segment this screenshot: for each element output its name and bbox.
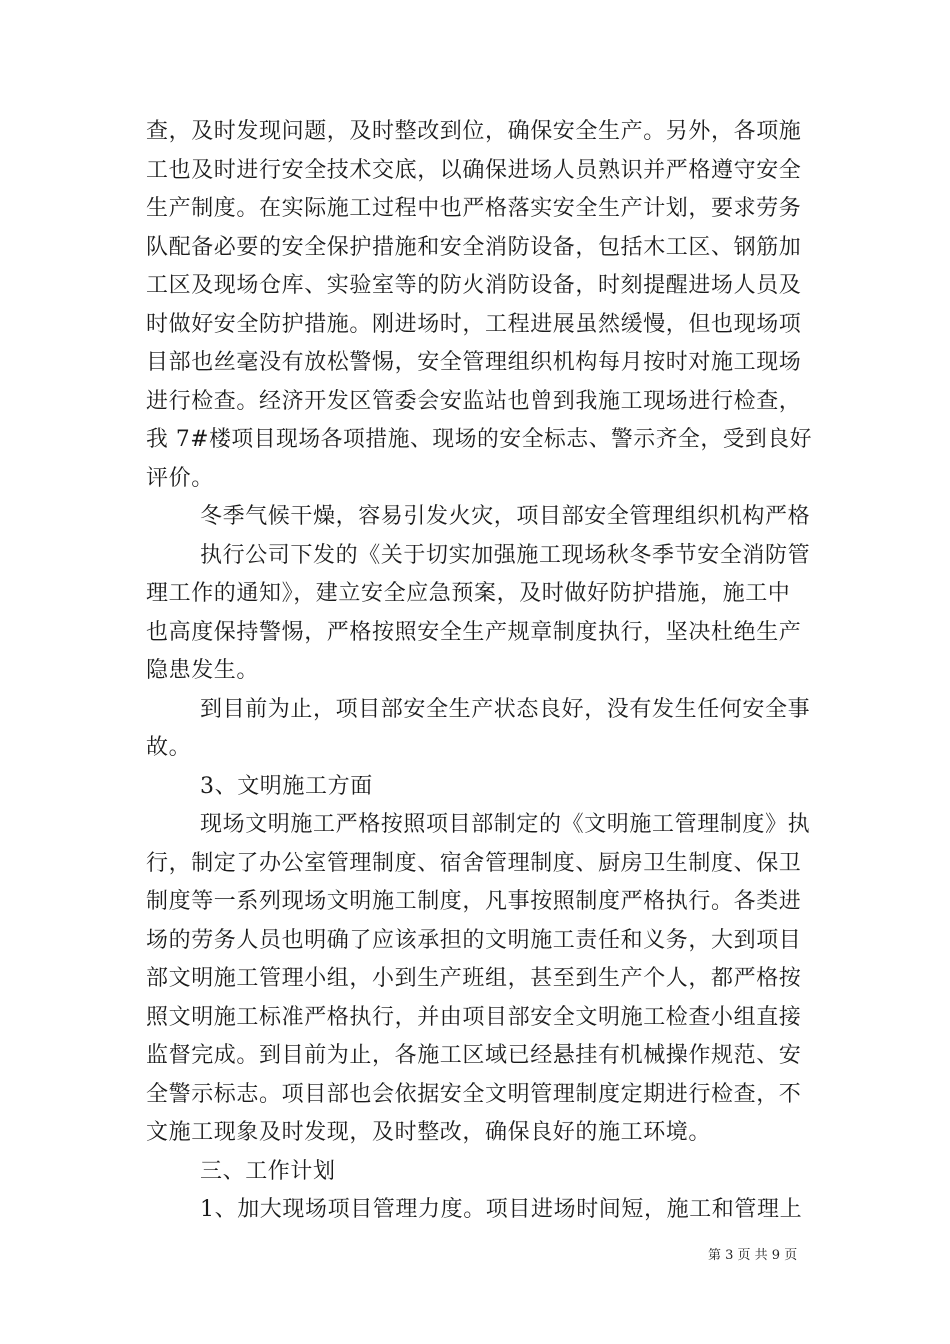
text-line: 场的劳务人员也明确了应该承担的文明施工责任和义务，大到项目: [146, 928, 802, 953]
text-line: 监督完成。到目前为止，各施工区域已经悬挂有机械操作规范、安: [146, 1043, 802, 1068]
text-line: 也高度保持警惕，严格按照安全生产规章制度执行，坚决杜绝生产: [146, 620, 802, 645]
text-line: 评价。: [146, 466, 214, 491]
text-line: 部文明施工管理小组，小到生产班组，甚至到生产个人，都严格按: [146, 966, 802, 991]
text-line: 照文明施工标准严格执行，并由项目部安全文明施工检查小组直接: [146, 1005, 802, 1030]
section-heading: 3、文明施工方面: [200, 774, 373, 799]
text-line: 1、加大现场项目管理力度。项目进场时间短，施工和管理上: [200, 1197, 803, 1222]
text-line: 我 7#楼项目现场各项措施、现场的安全标志、警示齐全，受到良好: [146, 427, 813, 452]
text-line: 理工作的通知》，建立安全应急预案，及时做好防护措施，施工中: [146, 581, 791, 606]
text-line: 生产制度。在实际施工过程中也严格落实安全生产计划，要求劳务: [146, 196, 802, 221]
text-line: 制度等一系列现场文明施工制度，凡事按照制度严格执行。各类进: [146, 889, 802, 914]
text-line: 目部也丝毫没有放松警惕，安全管理组织机构每月按时对施工现场: [146, 350, 802, 375]
text-line: 工也及时进行安全技术交底，以确保进场人员熟识并严格遵守安全: [146, 158, 802, 183]
text-line: 工区及现场仓库、实验室等的防火消防设备，时刻提醒进场人员及: [146, 273, 802, 298]
text-line: 时做好安全防护措施。刚进场时，工程进展虽然缓慢，但也现场项: [146, 312, 802, 337]
text-line: 执行公司下发的《关于切实加强施工现场秋冬季节安全消防管: [200, 543, 811, 568]
text-line: 行，制定了办公室管理制度、宿舍管理制度、厨房卫生制度、保卫: [146, 851, 802, 876]
text-line: 队配备必要的安全保护措施和安全消防设备，包括木工区、钢筋加: [146, 235, 802, 260]
section-heading: 三、工作计划: [200, 1159, 336, 1184]
text-line: 现场文明施工严格按照项目部制定的《文明施工管理制度》执: [200, 812, 811, 837]
text-line: 进行检查。经济开发区管委会安监站也曾到我施工现场进行检查，: [146, 389, 802, 414]
text-line: 冬季气候干燥，容易引发火灾，项目部安全管理组织机构严格: [200, 504, 811, 529]
text-line: 文施工现象及时发现，及时整改，确保良好的施工环境。: [146, 1120, 712, 1145]
page-number-footer: 第 3 页 共 9 页: [708, 1248, 798, 1263]
text-line: 到目前为止，项目部安全生产状态良好，没有发生任何安全事: [200, 697, 811, 722]
text-line: 全警示标志。项目部也会依据安全文明管理制度定期进行检查，不: [146, 1082, 802, 1107]
text-line: 查，及时发现问题，及时整改到位，确保安全生产。另外，各项施: [146, 119, 802, 144]
text-line: 隐患发生。: [146, 658, 260, 683]
text-line: 故。: [146, 735, 192, 760]
